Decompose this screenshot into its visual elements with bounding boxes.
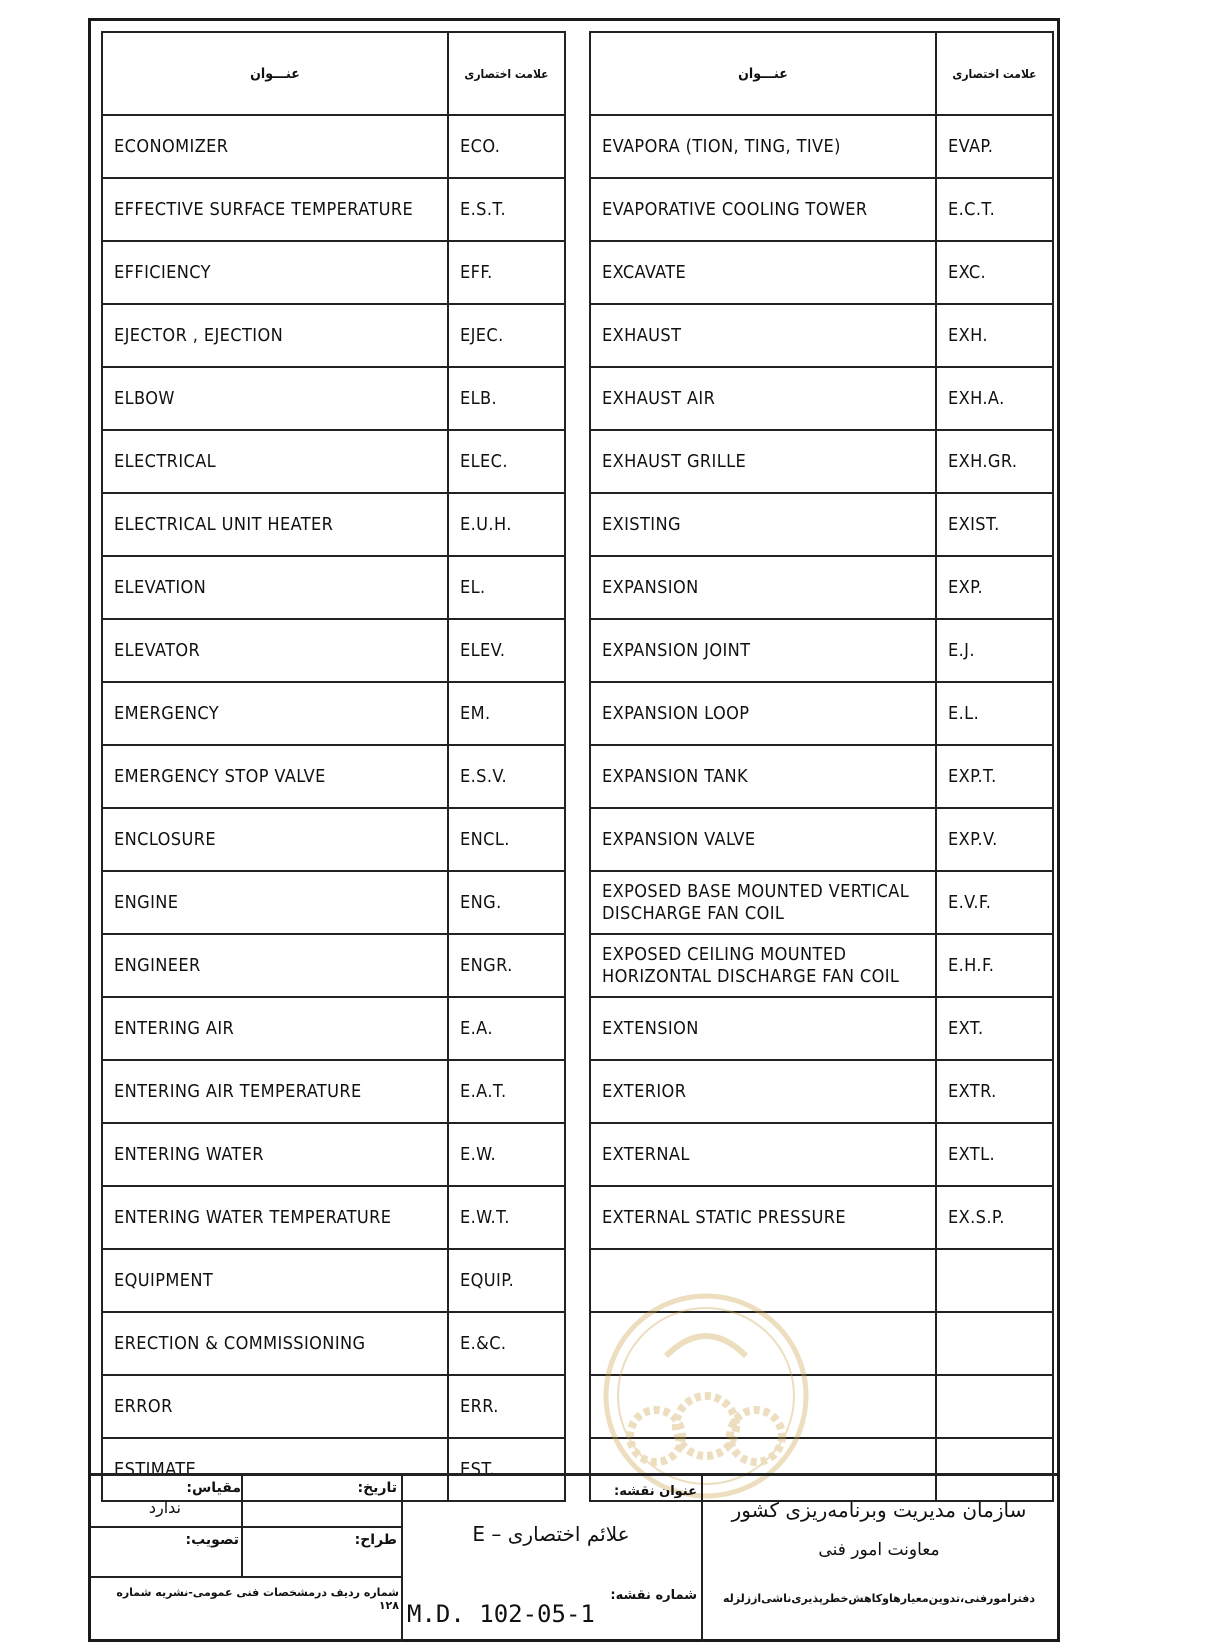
term-cell [590, 1375, 936, 1438]
table-row [102, 871, 565, 934]
term-cell: EXTERIOR [590, 1060, 936, 1123]
table-row [102, 430, 565, 493]
abbreviation-cell: ELEC. [448, 430, 565, 493]
table-row [102, 745, 565, 808]
header-abbr-cell: علامت اختصاری [936, 32, 1053, 115]
table-row [102, 241, 565, 304]
term-cell: EXPANSION TANK [590, 745, 936, 808]
term-cell: ENTERING WATER [102, 1123, 448, 1186]
table-row [590, 682, 1053, 745]
term-cell: ENGINEER [102, 934, 448, 997]
table-row [590, 745, 1053, 808]
table-row [590, 1249, 1053, 1312]
table-row [590, 934, 1053, 997]
table-row [102, 1060, 565, 1123]
abbreviation-cell: EXTL. [936, 1123, 1053, 1186]
table-row [590, 493, 1053, 556]
abbreviation-cell: EST. [448, 1438, 565, 1501]
abbreviation-cell: EXH. [936, 304, 1053, 367]
table-row [102, 367, 565, 430]
table-row [102, 1375, 565, 1438]
abbreviation-cell: E.H.F. [936, 934, 1053, 997]
abbreviation-cell: EVAP. [936, 115, 1053, 178]
table-row [102, 934, 565, 997]
drawing-title-label: عنوان نقشه: [614, 1484, 697, 1499]
term-cell: EFFECTIVE SURFACE TEMPERATURE [102, 178, 448, 241]
table-row [102, 1249, 565, 1312]
designer-label: طراح: [354, 1532, 397, 1548]
abbreviation-cell: EXC. [936, 241, 1053, 304]
drawing-number-label: شماره نقشه: [610, 1588, 697, 1603]
term-cell: EVAPORA (TION, TING, TIVE) [590, 115, 936, 178]
table-row [590, 115, 1053, 178]
drawing-number-value: M.D. 102-05-1 [407, 1600, 595, 1628]
table-row [102, 304, 565, 367]
header-title-cell: عنـــوان [590, 32, 936, 115]
abbreviation-cell: EFF. [448, 241, 565, 304]
scale-label: مقیاس: [186, 1480, 241, 1496]
abbreviation-cell: E.A.T. [448, 1060, 565, 1123]
table-row [102, 1123, 565, 1186]
term-cell: EMERGENCY [102, 682, 448, 745]
term-cell: ELECTRICAL UNIT HEATER [102, 493, 448, 556]
abbreviation-cell: E.C.T. [936, 178, 1053, 241]
table-row [590, 178, 1053, 241]
abbreviation-cell [936, 1312, 1053, 1375]
row-reference: شماره ردیف درمشخصات فنی عمومی-نشریه شماره ۱۲۸ [116, 1586, 399, 1612]
table-row [590, 367, 1053, 430]
term-cell: EXPANSION JOINT [590, 619, 936, 682]
abbreviation-cell: E.A. [448, 997, 565, 1060]
drawing-sheet [88, 18, 1060, 1642]
abbreviation-cell: ERR. [448, 1375, 565, 1438]
term-cell: EXTENSION [590, 997, 936, 1060]
abbreviation-cell: E.L. [936, 682, 1053, 745]
office-name: دفترامورفنی،تدوین‌معیارهاوکاهش‌خطرپذیری‌ناشی‌اززلزله [722, 1592, 1036, 1605]
abbreviation-cell: EXP.V. [936, 808, 1053, 871]
table-row [102, 682, 565, 745]
term-cell: ELECTRICAL [102, 430, 448, 493]
table-header-row [102, 32, 565, 115]
term-cell [590, 1312, 936, 1375]
abbreviation-cell: E.J. [936, 619, 1053, 682]
deputy-name: معاونت امور فنی [818, 1540, 940, 1560]
abbreviation-cell: ELB. [448, 367, 565, 430]
right-abbreviation-table [589, 31, 1054, 1502]
table-row [102, 115, 565, 178]
abbreviation-cell: ENGR. [448, 934, 565, 997]
drawing-title-value: علائم اختصاری – E [472, 1522, 630, 1546]
table-row [102, 493, 565, 556]
term-cell: EQUIPMENT [102, 1249, 448, 1312]
abbreviation-cell: ENCL. [448, 808, 565, 871]
term-cell: ERROR [102, 1375, 448, 1438]
abbreviation-cell: EXIST. [936, 493, 1053, 556]
abbreviation-cell [936, 1375, 1053, 1438]
term-cell: ELEVATION [102, 556, 448, 619]
left-abbreviation-table [101, 31, 566, 1502]
abbreviation-cell: E.S.T. [448, 178, 565, 241]
table-row [590, 1312, 1053, 1375]
table-row [590, 997, 1053, 1060]
table-row [102, 808, 565, 871]
table-row [102, 556, 565, 619]
term-cell: EXHAUST GRILLE [590, 430, 936, 493]
table-row [590, 241, 1053, 304]
abbreviation-cell: EXT. [936, 997, 1053, 1060]
term-cell: EXPANSION [590, 556, 936, 619]
header-abbr-cell: علامت اختصاری [448, 32, 565, 115]
abbreviation-cell: EXH.A. [936, 367, 1053, 430]
term-cell: EVAPORATIVE COOLING TOWER [590, 178, 936, 241]
table-row [102, 1312, 565, 1375]
abbreviation-cell: EQUIP. [448, 1249, 565, 1312]
term-cell: ECONOMIZER [102, 115, 448, 178]
term-cell: EJECTOR , EJECTION [102, 304, 448, 367]
term-cell: ENGINE [102, 871, 448, 934]
abbreviation-cell: E.V.F. [936, 871, 1053, 934]
term-cell: ENCLOSURE [102, 808, 448, 871]
abbreviation-cell: E.W.T. [448, 1186, 565, 1249]
table-row [590, 304, 1053, 367]
term-cell [590, 1249, 936, 1312]
term-cell: EXPANSION LOOP [590, 682, 936, 745]
abbreviation-cell: E.&C. [448, 1312, 565, 1375]
abbreviation-cell: EXTR. [936, 1060, 1053, 1123]
term-cell: EXTERNAL STATIC PRESSURE [590, 1186, 936, 1249]
table-row [102, 178, 565, 241]
abbreviation-cell: EL. [448, 556, 565, 619]
title-block [91, 1473, 1057, 1642]
abbreviation-cell: EXP. [936, 556, 1053, 619]
abbreviation-cell: EX.S.P. [936, 1186, 1053, 1249]
table-row [590, 1060, 1053, 1123]
table-row [102, 1186, 565, 1249]
table-row [590, 1186, 1053, 1249]
term-cell: ELBOW [102, 367, 448, 430]
table-row [590, 430, 1053, 493]
table-row [590, 556, 1053, 619]
term-cell: EXPOSED CEILING MOUNTED HORIZONTAL DISCHARGE FAN COIL [590, 934, 936, 997]
term-cell: ENTERING WATER TEMPERATURE [102, 1186, 448, 1249]
table-row [590, 1123, 1053, 1186]
scale-value: ندارد [148, 1498, 181, 1517]
term-cell: EMERGENCY STOP VALVE [102, 745, 448, 808]
term-cell: EXPOSED BASE MOUNTED VERTICAL DISCHARGE FAN COIL [590, 871, 936, 934]
abbreviation-cell: ELEV. [448, 619, 565, 682]
term-cell: EXISTING [590, 493, 936, 556]
abbreviation-cell: EJEC. [448, 304, 565, 367]
table-row [590, 871, 1053, 934]
table-row [102, 619, 565, 682]
table-header-row [590, 32, 1053, 115]
term-cell: EXCAVATE [590, 241, 936, 304]
abbreviation-cell: ENG. [448, 871, 565, 934]
table-row [102, 997, 565, 1060]
date-label: تاریخ: [357, 1480, 397, 1496]
term-cell: EFFICIENCY [102, 241, 448, 304]
table-row [590, 619, 1053, 682]
header-title-cell: عنـــوان [102, 32, 448, 115]
abbreviation-cell: E.S.V. [448, 745, 565, 808]
term-cell: ENTERING AIR [102, 997, 448, 1060]
term-cell: ENTERING AIR TEMPERATURE [102, 1060, 448, 1123]
abbreviation-cell: EXP.T. [936, 745, 1053, 808]
abbreviation-cell: EM. [448, 682, 565, 745]
term-cell: EXHAUST [590, 304, 936, 367]
term-cell: EXPANSION VALVE [590, 808, 936, 871]
term-cell: EXTERNAL [590, 1123, 936, 1186]
abbreviation-cell: E.U.H. [448, 493, 565, 556]
term-cell: EXHAUST AIR [590, 367, 936, 430]
abbreviation-cell: E.W. [448, 1123, 565, 1186]
abbreviation-cell: EXH.GR. [936, 430, 1053, 493]
term-cell: ELEVATOR [102, 619, 448, 682]
abbreviation-cell: ECO. [448, 115, 565, 178]
term-cell: ESTIMATE [102, 1438, 448, 1501]
table-row [590, 1375, 1053, 1438]
organization-name: سازمان مدیریت وبرنامه‌ریزی کشور [731, 1498, 1027, 1522]
abbreviation-cell [936, 1249, 1053, 1312]
approval-label: تصویب: [185, 1532, 239, 1548]
table-row [590, 808, 1053, 871]
term-cell: ERECTION & COMMISSIONING [102, 1312, 448, 1375]
